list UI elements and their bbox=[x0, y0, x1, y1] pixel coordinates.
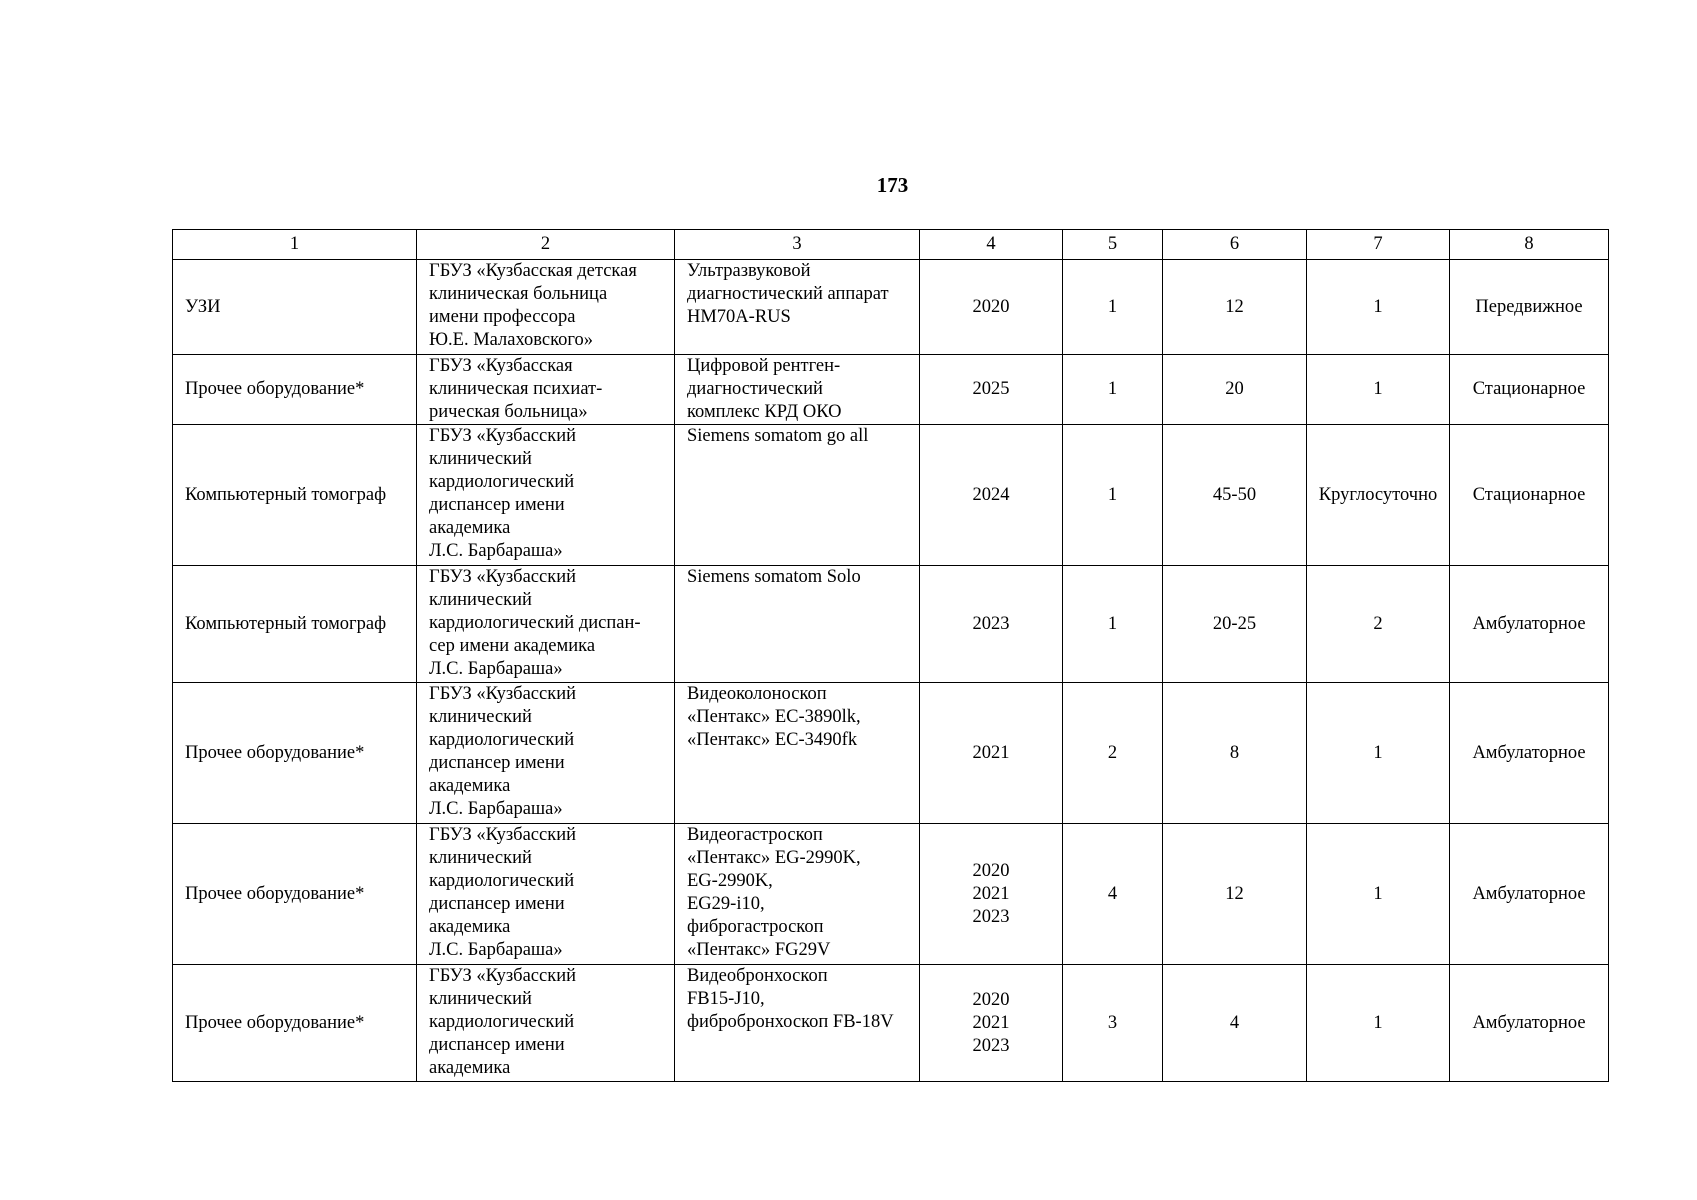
year-cell bbox=[920, 566, 1063, 683]
equipment-type-cell: Компьютерный томограф bbox=[173, 425, 417, 566]
column-number: 4 bbox=[920, 230, 1063, 260]
cell-line: ГБУЗ «Кузбасский bbox=[429, 426, 577, 446]
shift-cell: Круглосуточно bbox=[1307, 425, 1450, 566]
shift-cell: 2 bbox=[1307, 566, 1450, 683]
table-row bbox=[173, 965, 1609, 1082]
cell-line: кардиологический bbox=[429, 730, 575, 750]
load-cell: 12 bbox=[1163, 260, 1307, 355]
shift-cell: 1 bbox=[1307, 965, 1450, 1082]
cell-line: академика bbox=[429, 776, 511, 796]
year-cell bbox=[920, 965, 1063, 1082]
cell-line: 2021 bbox=[972, 742, 1010, 763]
cell-line: «Пентакс» EC-3490fk bbox=[687, 730, 858, 750]
equipment-type-cell: Прочее оборудование* bbox=[173, 355, 417, 425]
cell-line: академика bbox=[429, 518, 511, 538]
mode-cell: Амбулаторное bbox=[1450, 683, 1609, 824]
cell-line: «Пентакс» EC-3890lk, bbox=[687, 707, 861, 727]
institution-cell bbox=[417, 355, 675, 425]
cell-line: сер имени академика bbox=[429, 636, 596, 656]
equipment-type-cell: Прочее оборудование* bbox=[173, 965, 417, 1082]
quantity-cell: 1 bbox=[1063, 566, 1163, 683]
equipment-type-cell: Прочее оборудование* bbox=[173, 824, 417, 965]
mode-cell: Стационарное bbox=[1450, 355, 1609, 425]
cell-line: Л.С. Барбараша» bbox=[429, 659, 563, 679]
cell-line: Л.С. Барбараша» bbox=[429, 940, 563, 960]
mode-cell: Амбулаторное bbox=[1450, 824, 1609, 965]
cell-line: 2021 bbox=[972, 1012, 1010, 1033]
column-number: 7 bbox=[1307, 230, 1450, 260]
cell-line: FB15-J10, bbox=[687, 989, 765, 1009]
cell-line: EG-2990K, bbox=[687, 871, 773, 891]
cell-line: клинический bbox=[429, 590, 532, 610]
shift-cell: 1 bbox=[1307, 824, 1450, 965]
column-number: 1 bbox=[173, 230, 417, 260]
shift-cell: 1 bbox=[1307, 355, 1450, 425]
equipment-model-cell bbox=[675, 965, 920, 1082]
cell-line: клинический bbox=[429, 989, 532, 1009]
year-cell bbox=[920, 683, 1063, 824]
cell-line: диагностический bbox=[687, 379, 823, 399]
table-row bbox=[173, 260, 1609, 355]
cell-line: ГБУЗ «Кузбасский bbox=[429, 567, 577, 587]
table-row bbox=[173, 566, 1609, 683]
cell-line: 2020 bbox=[972, 989, 1010, 1010]
table-row bbox=[173, 824, 1609, 965]
equipment-model-cell bbox=[675, 260, 920, 355]
quantity-cell: 1 bbox=[1063, 260, 1163, 355]
cell-line: Видеобронхоскоп bbox=[687, 966, 828, 986]
cell-line: рическая больница» bbox=[429, 402, 588, 422]
cell-line: 2023 bbox=[972, 906, 1010, 927]
year-cell bbox=[920, 824, 1063, 965]
cell-line: 2023 bbox=[972, 1035, 1010, 1056]
institution-cell bbox=[417, 965, 675, 1082]
cell-line: Л.С. Барбараша» bbox=[429, 799, 563, 819]
cell-line: Ультразвуковой bbox=[687, 261, 811, 281]
institution-cell bbox=[417, 260, 675, 355]
cell-line: ГБУЗ «Кузбасский bbox=[429, 966, 577, 986]
cell-line: кардиологический диспан- bbox=[429, 613, 641, 633]
column-number: 3 bbox=[675, 230, 920, 260]
cell-line: фиброгастроскоп bbox=[687, 917, 824, 937]
equipment-type-cell: УЗИ bbox=[173, 260, 417, 355]
cell-line: кардиологический bbox=[429, 871, 575, 891]
equipment-model-cell bbox=[675, 355, 920, 425]
cell-line: диспансер имени bbox=[429, 495, 565, 515]
cell-line: 2020 bbox=[972, 296, 1010, 317]
quantity-cell: 2 bbox=[1063, 683, 1163, 824]
year-cell bbox=[920, 425, 1063, 566]
institution-cell bbox=[417, 566, 675, 683]
column-number: 8 bbox=[1450, 230, 1609, 260]
cell-line: HM70A-RUS bbox=[687, 307, 791, 327]
cell-line: клиническая больница bbox=[429, 284, 608, 304]
cell-line: Цифровой рентген- bbox=[687, 356, 841, 376]
load-cell: 12 bbox=[1163, 824, 1307, 965]
cell-line: Видеогастроскоп bbox=[687, 825, 823, 845]
cell-line: клинический bbox=[429, 848, 532, 868]
quantity-cell: 3 bbox=[1063, 965, 1163, 1082]
load-cell: 45-50 bbox=[1163, 425, 1307, 566]
cell-line: академика bbox=[429, 1058, 511, 1078]
cell-line: ГБУЗ «Кузбасский bbox=[429, 684, 577, 704]
shift-cell: 1 bbox=[1307, 683, 1450, 824]
cell-line: диспансер имени bbox=[429, 1035, 565, 1055]
column-number: 2 bbox=[417, 230, 675, 260]
cell-line: диспансер имени bbox=[429, 894, 565, 914]
cell-line: ГБУЗ «Кузбасская детская bbox=[429, 261, 637, 281]
column-number-row bbox=[173, 230, 1609, 260]
cell-line: Siemens somatom Solo bbox=[687, 567, 861, 587]
cell-line: 2021 bbox=[972, 883, 1010, 904]
institution-cell bbox=[417, 425, 675, 566]
cell-line: EG29-i10, bbox=[687, 894, 765, 914]
cell-line: Видеоколоноскоп bbox=[687, 684, 827, 704]
equipment-type-cell: Прочее оборудование* bbox=[173, 683, 417, 824]
cell-line: «Пентакс» EG-2990K, bbox=[687, 848, 861, 868]
table-row bbox=[173, 425, 1609, 566]
quantity-cell: 4 bbox=[1063, 824, 1163, 965]
cell-line: кардиологический bbox=[429, 1012, 575, 1032]
cell-line: комплекс КРД ОКО bbox=[687, 402, 842, 422]
cell-line: Л.С. Барбараша» bbox=[429, 541, 563, 561]
cell-line: Ю.Е. Малаховского» bbox=[429, 330, 594, 350]
shift-cell: 1 bbox=[1307, 260, 1450, 355]
equipment-table bbox=[172, 229, 1609, 1082]
cell-line: ГБУЗ «Кузбасская bbox=[429, 356, 573, 376]
cell-line: Siemens somatom go all bbox=[687, 426, 869, 446]
equipment-model-cell bbox=[675, 566, 920, 683]
year-cell bbox=[920, 355, 1063, 425]
cell-line: 2020 bbox=[972, 860, 1010, 881]
column-number: 6 bbox=[1163, 230, 1307, 260]
cell-line: «Пентакс» FG29V bbox=[687, 940, 831, 960]
table-row bbox=[173, 355, 1609, 425]
cell-line: клинический bbox=[429, 449, 532, 469]
quantity-cell: 1 bbox=[1063, 355, 1163, 425]
equipment-model-cell bbox=[675, 425, 920, 566]
cell-line: 2024 bbox=[972, 484, 1010, 505]
column-number: 5 bbox=[1063, 230, 1163, 260]
mode-cell: Амбулаторное bbox=[1450, 965, 1609, 1082]
load-cell: 20 bbox=[1163, 355, 1307, 425]
equipment-model-cell bbox=[675, 824, 920, 965]
table-row bbox=[173, 683, 1609, 824]
institution-cell bbox=[417, 824, 675, 965]
cell-line: 2023 bbox=[972, 613, 1010, 634]
page-number: 173 bbox=[876, 173, 909, 197]
cell-line: фибробронхоскоп FB-18V bbox=[687, 1012, 894, 1032]
cell-line: ГБУЗ «Кузбасский bbox=[429, 825, 577, 845]
year-cell bbox=[920, 260, 1063, 355]
load-cell: 8 bbox=[1163, 683, 1307, 824]
equipment-model-cell bbox=[675, 683, 920, 824]
load-cell: 20-25 bbox=[1163, 566, 1307, 683]
cell-line: имени профессора bbox=[429, 307, 576, 327]
load-cell: 4 bbox=[1163, 965, 1307, 1082]
cell-line: клинический bbox=[429, 707, 532, 727]
mode-cell: Стационарное bbox=[1450, 425, 1609, 566]
equipment-type-cell: Компьютерный томограф bbox=[173, 566, 417, 683]
cell-line: диагностический аппарат bbox=[687, 284, 889, 304]
mode-cell: Передвижное bbox=[1450, 260, 1609, 355]
cell-line: диспансер имени bbox=[429, 753, 565, 773]
institution-cell bbox=[417, 683, 675, 824]
cell-line: кардиологический bbox=[429, 472, 575, 492]
quantity-cell: 1 bbox=[1063, 425, 1163, 566]
cell-line: академика bbox=[429, 917, 511, 937]
cell-line: 2025 bbox=[972, 379, 1010, 399]
cell-line: клиническая психиат- bbox=[429, 379, 603, 399]
mode-cell: Амбулаторное bbox=[1450, 566, 1609, 683]
